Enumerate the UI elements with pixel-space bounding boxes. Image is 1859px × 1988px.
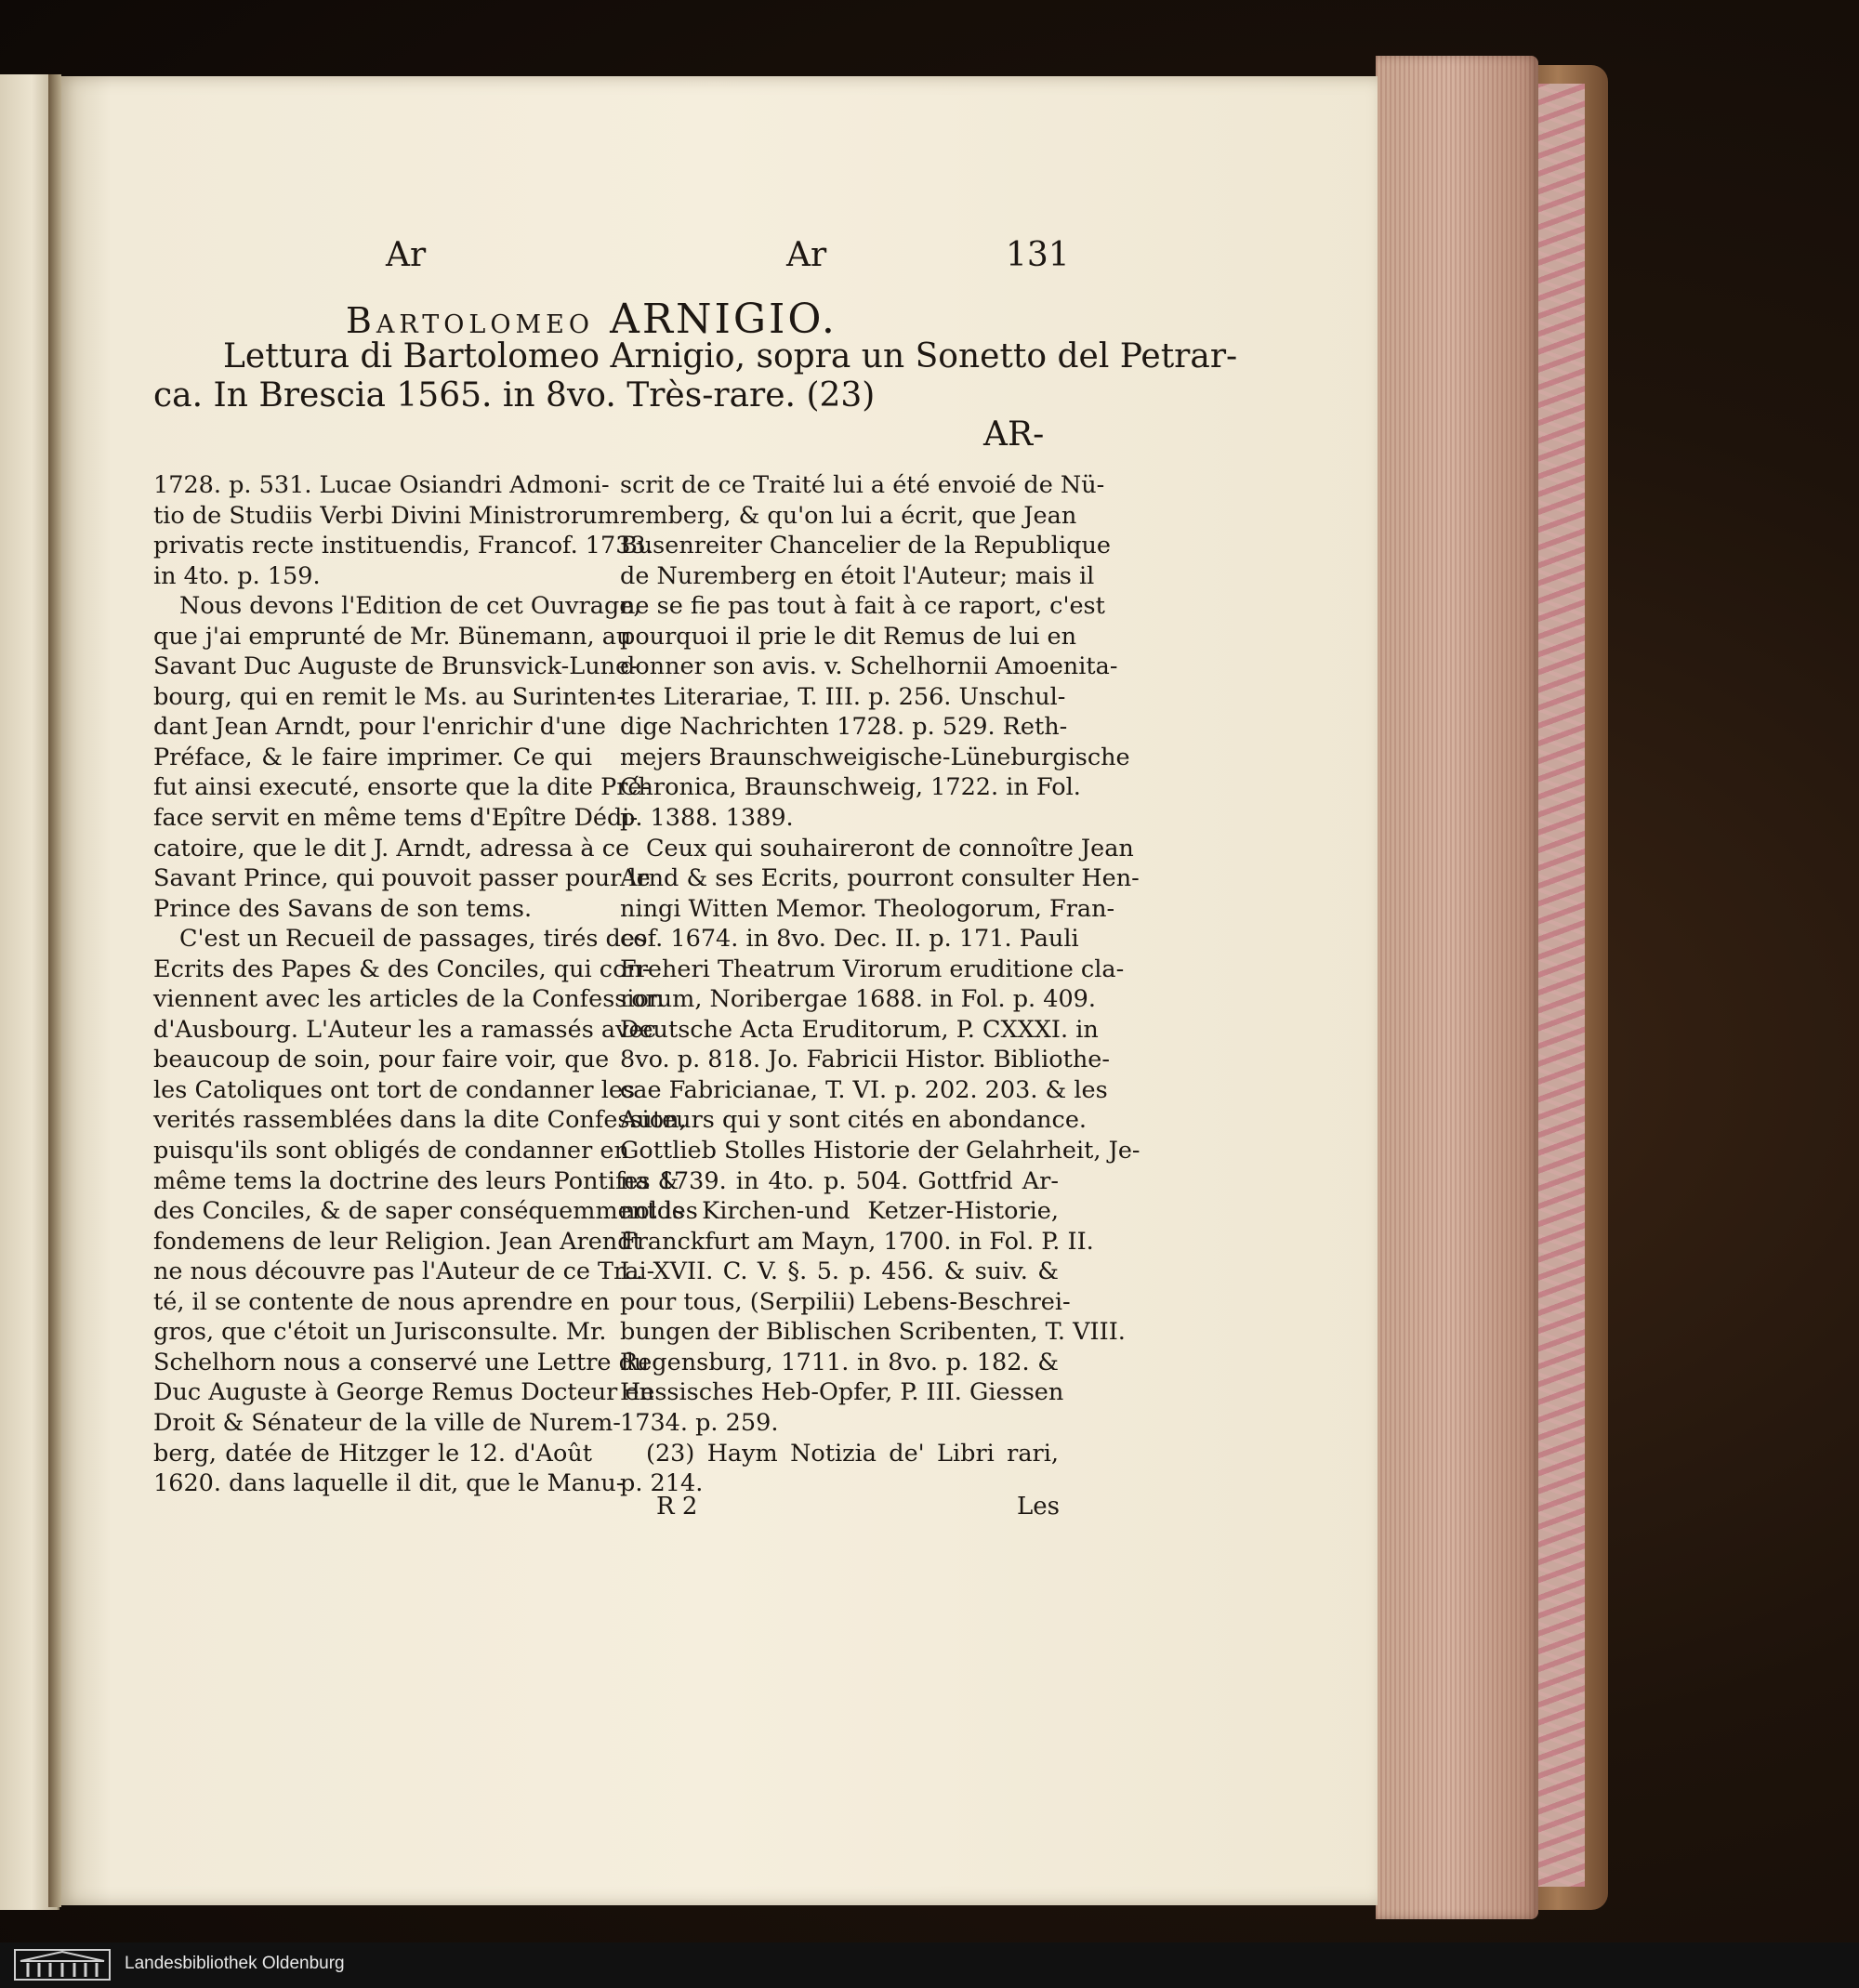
text-line: in 4to. p. 159.: [153, 561, 321, 590]
text-line: 1734. p. 259.: [620, 1408, 779, 1437]
text-line: dige Nachrichten 1728. p. 529. Reth-: [620, 713, 1068, 742]
text-line: L. XVII. C. V. §. 5. p. 456. & suiv. &: [620, 1257, 1059, 1286]
text-line: Savant Prince, qui pouvoit passer pour le: [153, 864, 651, 893]
text-line: pourquoi il prie le dit Remus de lui en: [620, 622, 1077, 651]
text-line: privatis recte instituendis, Francof. 1733.: [153, 532, 653, 560]
text-line: fondemens de leur Religion. Jean Arendt: [153, 1227, 642, 1256]
text-line: Ceux qui souhaireront de connoître Jean: [646, 834, 1134, 862]
text-line: que j'ai emprunté de Mr. Bünemann, au: [153, 622, 632, 651]
text-line: Savant Duc Auguste de Brunsvick-Lune-: [153, 652, 638, 681]
text-line: Prince des Savans de son tems.: [153, 894, 533, 923]
page-fore-edge: [1376, 56, 1538, 1919]
page-number: 131: [1006, 236, 1070, 274]
text-line: même tems la doctrine des leurs Pontifes &: [153, 1166, 679, 1195]
text-line: d'Ausbourg. L'Auteur les a ramassés avec: [153, 1015, 656, 1044]
text-line: p. 214.: [620, 1469, 704, 1498]
text-line: fut ainsi executé, ensorte que la dite Pré-: [153, 773, 651, 802]
text-line: scrit de ce Traité lui a été envoié de Nü-: [620, 471, 1105, 499]
text-line: ningi Witten Memor. Theologorum, Fran-: [620, 894, 1115, 923]
text-line: Gottlieb Stolles Historie der Gelahrheit, Je-: [620, 1137, 1140, 1165]
text-line: Deutsche Acta Eruditorum, P. CXXXI. in: [620, 1015, 1099, 1044]
text-line: ne nous découvre pas l'Auteur de ce Trai-: [153, 1257, 655, 1286]
text-line: berg, datée de Hitzger le 12. d'Août: [153, 1439, 592, 1468]
library-building-icon: [13, 1948, 112, 1981]
text-line: Franckfurt am Mayn, 1700. in Fol. P. II.: [620, 1227, 1094, 1256]
text-line: Auteurs qui y sont cités en abondance.: [620, 1106, 1088, 1135]
text-line: dant Jean Arndt, pour l'enrichir d'une: [153, 713, 607, 742]
text-line: ne se fie pas tout à fait à ce raport, c'est: [620, 592, 1105, 621]
author-last-name: ARNIGIO.: [610, 296, 837, 343]
marbled-endpaper: [1534, 84, 1585, 1887]
library-footer: [0, 1942, 1859, 1988]
text-line: Ecrits des Papes & des Conciles, qui con-: [153, 955, 651, 983]
running-head-center: Ar: [786, 236, 827, 274]
text-line: gros, que c'étoit un Jurisconsulte. Mr.: [153, 1318, 607, 1347]
text-line: Duc Auguste à George Remus Docteur en: [153, 1378, 654, 1407]
text-line: remberg, & qu'on lui a écrit, que Jean: [620, 501, 1077, 530]
text-line: 8vo. p. 818. Jo. Fabricii Histor. Bibliothe-: [620, 1046, 1110, 1074]
text-line: na 1739. in 4to. p. 504. Gottfrid Ar-: [620, 1166, 1059, 1195]
text-line: beaucoup de soin, pour faire voir, que: [153, 1046, 610, 1074]
text-line: face servit en même tems d'Epître Dédi-: [153, 804, 639, 833]
running-head-left: Ar: [386, 236, 427, 274]
text-line: des Conciles, & de saper conséquemment les: [153, 1197, 698, 1226]
text-line: C'est un Recueil de passages, tirés des: [179, 925, 648, 954]
text-line: bungen der Biblischen Scribenten, T. VIII.: [620, 1318, 1126, 1347]
library-name: Landesbibliothek Oldenburg: [125, 1954, 345, 1973]
book-gutter: [48, 74, 61, 1907]
text-line: Regensburg, 1711. in 8vo. p. 182. &: [620, 1348, 1059, 1376]
text-line: les Catoliques ont tort de condanner les: [153, 1075, 636, 1104]
entry-title-line-2: ca. In Brescia 1565. in 8vo. Très-rare. (23): [153, 376, 876, 415]
text-line: Nous devons l'Edition de cet Ouvrage,: [179, 592, 641, 621]
text-line: Freheri Theatrum Virorum eruditione cla-: [620, 955, 1125, 983]
text-line: 1728. p. 531. Lucae Osiandri Admoni-: [153, 471, 610, 499]
author-first-name: Bartolomeo: [346, 300, 594, 341]
text-line: rorum, Noribergae 1688. in Fol. p. 409.: [620, 985, 1097, 1014]
entry-catchword: AR-: [983, 415, 1045, 454]
text-line: p. 1388. 1389.: [620, 804, 794, 833]
text-line: verités rassemblées dans la dite Confession,: [153, 1106, 687, 1135]
text-line: puisqu'ils sont obligés de condanner en: [153, 1137, 629, 1165]
text-line: Arnd & ses Ecrits, pourront consulter Hen-: [620, 864, 1140, 893]
text-line: cof. 1674. in 8vo. Dec. II. p. 171. Pauli: [620, 925, 1079, 954]
text-line: Hessisches Heb-Opfer, P. III. Giessen: [620, 1378, 1064, 1407]
entry-title-line-1: Lettura di Bartolomeo Arnigio, sopra un Sonetto del Petrar-: [223, 337, 1238, 375]
text-line: bourg, qui en remit le Ms. au Surinten-: [153, 682, 625, 711]
signature-mark: R 2: [656, 1493, 698, 1521]
text-line: (23) Haym Notizia de' Libri rari,: [646, 1439, 1059, 1468]
text-line: Préface, & le faire imprimer. Ce qui: [153, 743, 592, 771]
text-line: de Nuremberg en étoit l'Auteur; mais il: [620, 561, 1095, 590]
text-line: Chronica, Braunschweig, 1722. in Fol.: [620, 773, 1081, 802]
text-line: mejers Braunschweigische-Lüneburgische: [620, 743, 1130, 771]
text-line: cae Fabricianae, T. VI. p. 202. 203. & les: [620, 1075, 1108, 1104]
text-line: Droit & Sénateur de la ville de Nurem-: [153, 1408, 621, 1437]
right-text-column: [620, 470, 1140, 1499]
text-line: 1620. dans laquelle il dit, que le Manu-: [153, 1469, 625, 1498]
page-catchword: Les: [1017, 1493, 1060, 1521]
text-line: tio de Studiis Verbi Divini Ministrorum: [153, 501, 620, 530]
text-line: Busenreiter Chancelier de la Republique: [620, 532, 1111, 560]
text-line: Schelhorn nous a conservé une Lettre du: [153, 1348, 650, 1376]
text-line: viennent avec les articles de la Confession: [153, 985, 665, 1014]
text-line: nolds Kirchen-und Ketzer-Historie,: [620, 1197, 1059, 1226]
text-line: pour tous, (Serpilii) Lebens-Beschrei-: [620, 1287, 1071, 1316]
text-line: donner son avis. v. Schelhornii Amoenita-: [620, 652, 1118, 681]
text-line: catoire, que le dit J. Arndt, adressa à ce: [153, 834, 630, 862]
text-line: tes Literariae, T. III. p. 256. Unschul-: [620, 682, 1066, 711]
text-line: té, il se contente de nous aprendre en: [153, 1287, 610, 1316]
